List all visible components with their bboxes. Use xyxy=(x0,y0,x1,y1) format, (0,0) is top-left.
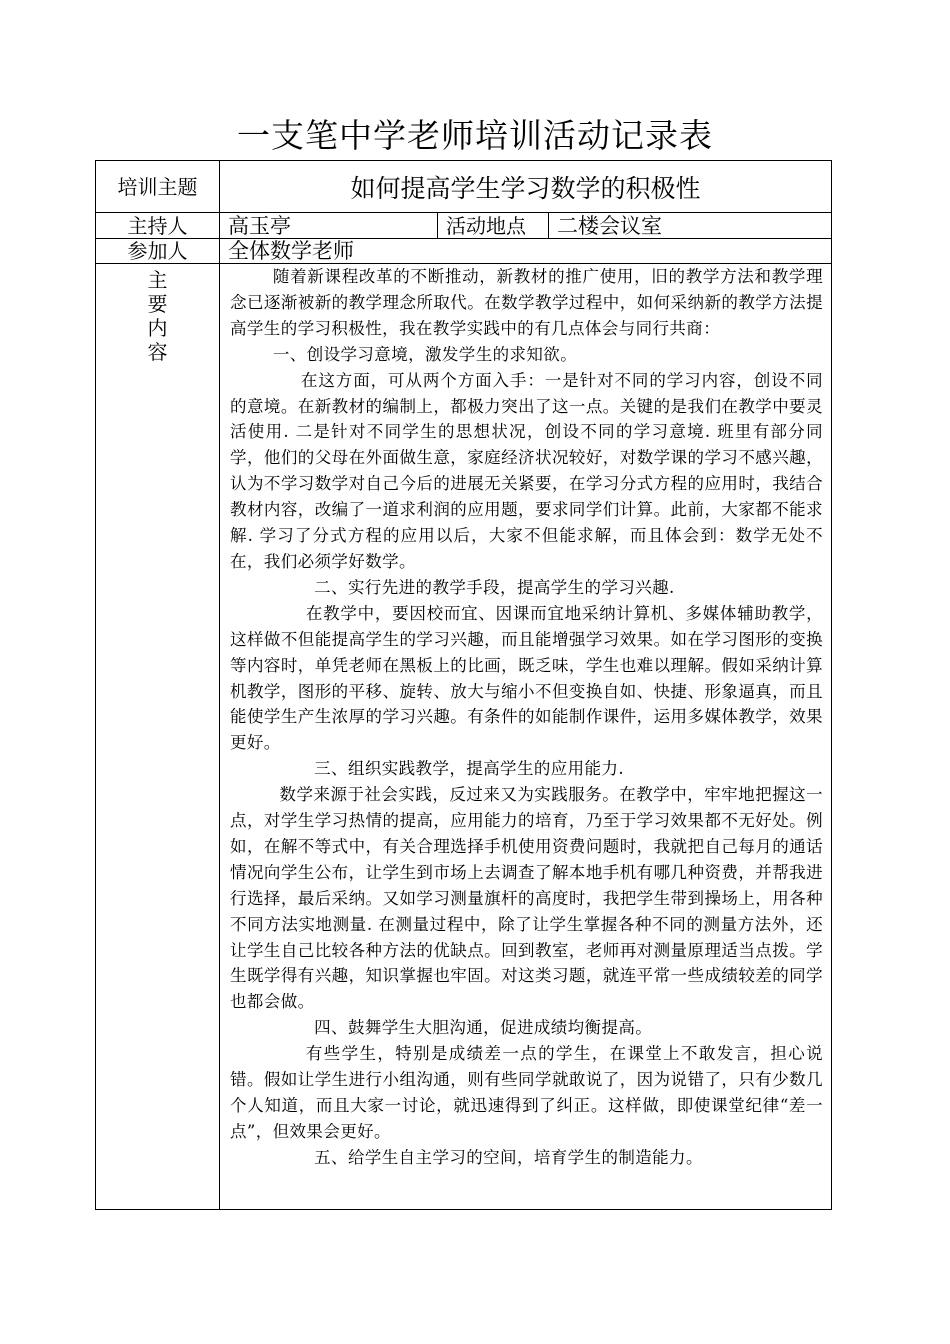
participants-label: 参加人 xyxy=(96,239,220,264)
participants-value: 全体数学老师 xyxy=(220,239,832,264)
section-body-1: 在这方面，可从两个方面入手：一是针对不同的学习内容，创设不同的意境。在新教材的编制上，都极力突出了这一点。关键的是我们在教学中要灵活使用. 二是针对不同学生的思想状况，创设不同的学习意境. 班里有部分同学，他们的父母在外面做生意，家庭经济状况较好，对数学课的学习不感兴趣，认为不学习数学对自己今后的进展无关紧要，在学习分式方程的应用时，我结合教材内容，改编了一道求利润的应用题，要求同学们计算。此前，大家都不能求解. 学习了分式方程的应用以后，大家不但能求解，而且体会到：数学无处不在，我们必须学好数学。 xyxy=(230,370,824,571)
participants-row xyxy=(96,239,832,264)
topic-row xyxy=(96,161,832,213)
section-heading-4: 四、鼓舞学生大胆沟通，促进成绩均衡提高。 xyxy=(314,1018,653,1038)
main-content-label-char: 主 xyxy=(147,268,168,292)
topic-value: 如何提高学生学习数学的积极性 xyxy=(220,161,832,213)
main-content-label xyxy=(96,264,220,1210)
section-body-2: 在教学中，要因校而宜、因课而宜地采纳计算机、多媒体辅助教学，这样做不但能提高学生的学习兴趣，而且能增强学习效果。如在学习图形的变换等内容时，单凭老师在黑板上的比画，既乏味，学生也难以理解。假如采纳计算机教学，图形的平移、旋转、放大与缩小不但变换自如、快捷、形象逼真，而且能使学生产生浓厚的学习兴趣。有条件的如能制作课件，运用多媒体教学，效果更好。 xyxy=(230,603,824,753)
page-title: 一支笔中学老师培训活动记录表 xyxy=(237,116,713,155)
section-heading-5: 五、给学生自主学习的空间，培育学生的制造能力。 xyxy=(314,1147,703,1167)
training-record-table xyxy=(95,160,832,1210)
main-content xyxy=(220,264,832,1210)
location-label: 活动地点 xyxy=(438,213,549,239)
section-heading-1: 一、创设学习意境，激发学生的求知欲。 xyxy=(272,344,578,364)
topic-label: 培训主题 xyxy=(96,161,220,213)
main-content-label-char: 要 xyxy=(147,292,168,316)
section-heading-3: 三、组织实践教学，提高学生的应用能力. xyxy=(314,759,624,779)
section-heading-2: 二、实行先进的教学手段，提高学生的学习兴趣. xyxy=(314,577,675,597)
main-content-label-char: 内 xyxy=(147,316,168,340)
host-value: 高玉亭 xyxy=(220,213,438,239)
content-row xyxy=(96,264,832,1210)
main-content-label-char: 容 xyxy=(147,340,168,364)
host-label: 主持人 xyxy=(96,213,220,239)
section-body-3: 数学来源于社会实践，反过来又为实践服务。在教学中，牢牢地把握这一点，对学生学习热情的提高，应用能力的培育，乃至于学习效果都不无好处。例如，在解不等式中，有关合理选择手机使用资费问题时，我就把自己每月的通话情况向学生公布，让学生到市场上去调查了解本地手机有哪几种资费，并帮我进行选择，最后采纳。又如学习测量旗杆的高度时，我把学生带到操场上，用各种不同方法实地测量. 在测量过程中，除了让学生掌握各种不同的测量方法外，还让学生自己比较各种方法的优缺点。回到教室，老师再对测量原理适当点拨。学生既学得有兴趣，知识掌握也牢固。对这类习题，就连平常一些成绩较差的同学也都会做。 xyxy=(230,785,824,1012)
section-body-4: 有些学生，特别是成绩差一点的学生，在课堂上不敢发言，担心说错。假如让学生进行小组沟通，则有些同学就敢说了，因为说错了，只有少数几个人知道，而且大家一讨论，就迅速得到了纠正。这样做，即使课堂纪律“差一点”，但效果会更好。 xyxy=(230,1044,824,1141)
location-value: 二楼会议室 xyxy=(549,213,832,239)
host-row xyxy=(96,213,832,239)
intro-paragraph: 随着新课程改革的不断推动，新教材的推广使用，旧的教学方法和教学理念已逐渐被新的教学理念所取代。在数学教学过程中，如何采纳新的教学方法提高学生的学习积极性，我在教学实践中的有几点体会与同行共商： xyxy=(230,267,824,338)
